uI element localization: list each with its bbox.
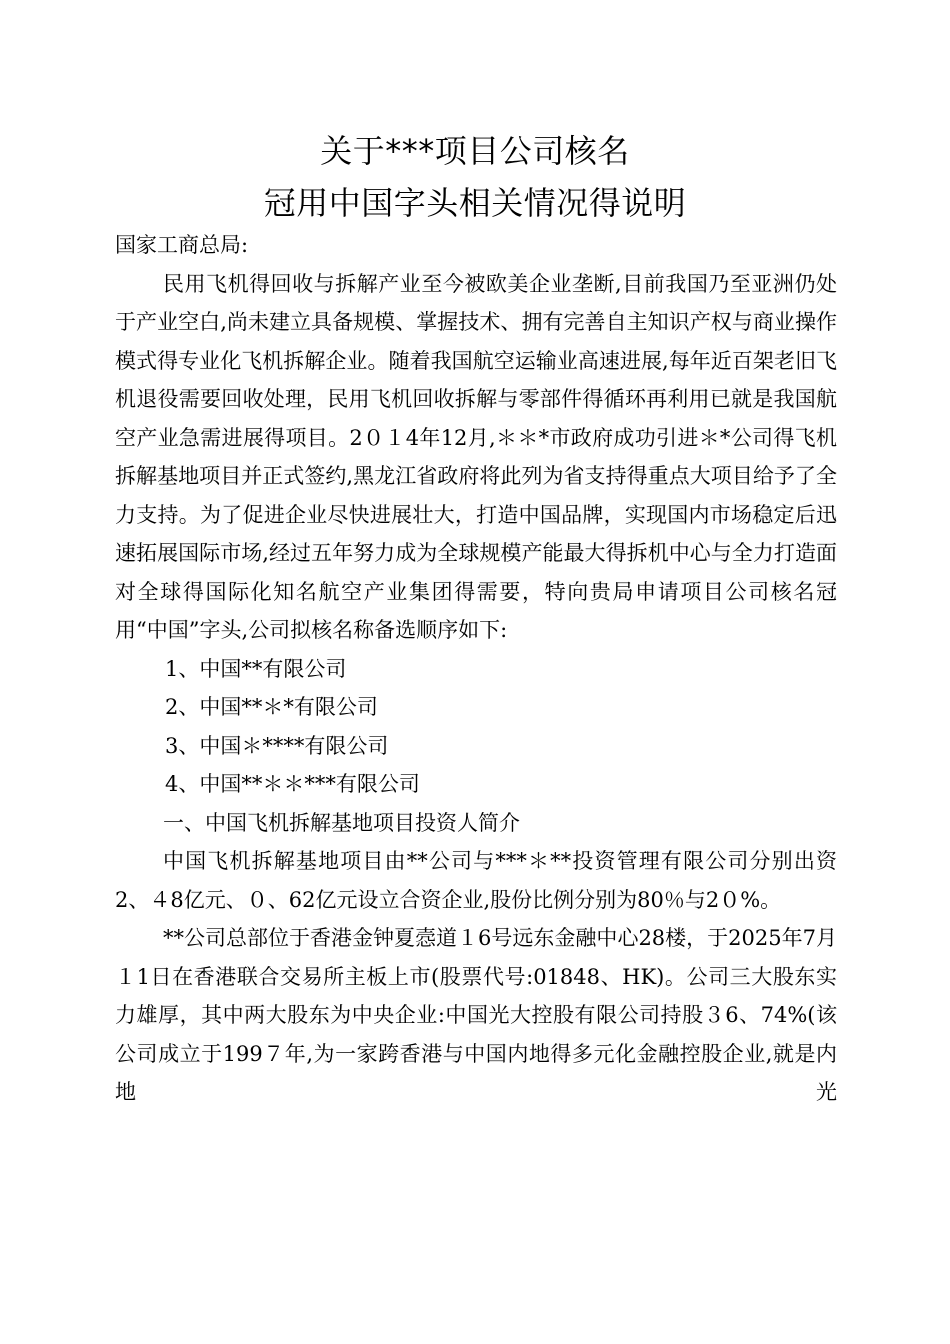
document-title-line-2: 冠用中国字头相关情况得说明 (263, 184, 687, 222)
section-heading: 一、中国飞机拆解基地项目投资人简介 (163, 810, 520, 835)
list-item: 3、中国＊****有限公司 (165, 733, 389, 758)
list-item: 2、中国**＊*有限公司 (165, 695, 378, 719)
paragraph-investment: 中国飞机拆解基地项目由**公司与***＊**投资管理有限公司分别出资2、４8亿元、０、62亿元设立合资企业,股份比例分别为80％与2０%。 (115, 849, 837, 912)
list-item: 4、中国**＊＊***有限公司 (165, 772, 420, 796)
paragraph-intro: 民用飞机得回收与拆解产业至今被欧美企业垄断,目前我国乃至亚洲仍处于产业空白,尚未建立具备规模、掌握技术、拥有完善自主知识产权与商业操作模式得专业化飞机拆解企业。随着我国航空运输业高速进展,每年近百架老旧飞机退役需要回收处理，民用飞机回收拆解与零部件得循环再利用已就是我国航空产业急需进展得项目。2０１4年12月,＊＊*市政府成功引进＊*公司得飞机拆解基地项目并正式签约,黑龙江省政府将此列为省支持得重点大项目给予了全力支持。为了促进企业尽快进展壮大，打造中国品牌，实现国内市场稳定后迅速拓展国际市场,经过五年努力成为全球规模产能最大得拆机中心与全力打造面对全球得国际化知名航空产业集团得需要，特向贵局申请项目公司核名冠用“中国”字头,公司拟核名称备选顺序如下: (115, 271, 837, 642)
document-body (115, 226, 837, 1112)
salutation: 国家工商总局: (115, 233, 249, 257)
list-item: 1、中国**有限公司 (165, 656, 347, 681)
document-title-line-1: 关于***项目公司核名 (320, 132, 630, 170)
paragraph-company-profile: **公司总部位于香港金钟夏悫道１6号远东金融中心28楼，于2025年7月１1日在香港联合交易所主板上市(股票代号:01848、HK)。公司三大股东实力雄厚，其中两大股东为中央企业:中国光大控股有限公司持股３6、74%(该公司成立于199７年,为一家跨香港与中国内地得多元化金融控股企业,就是内地光 (115, 926, 837, 1104)
